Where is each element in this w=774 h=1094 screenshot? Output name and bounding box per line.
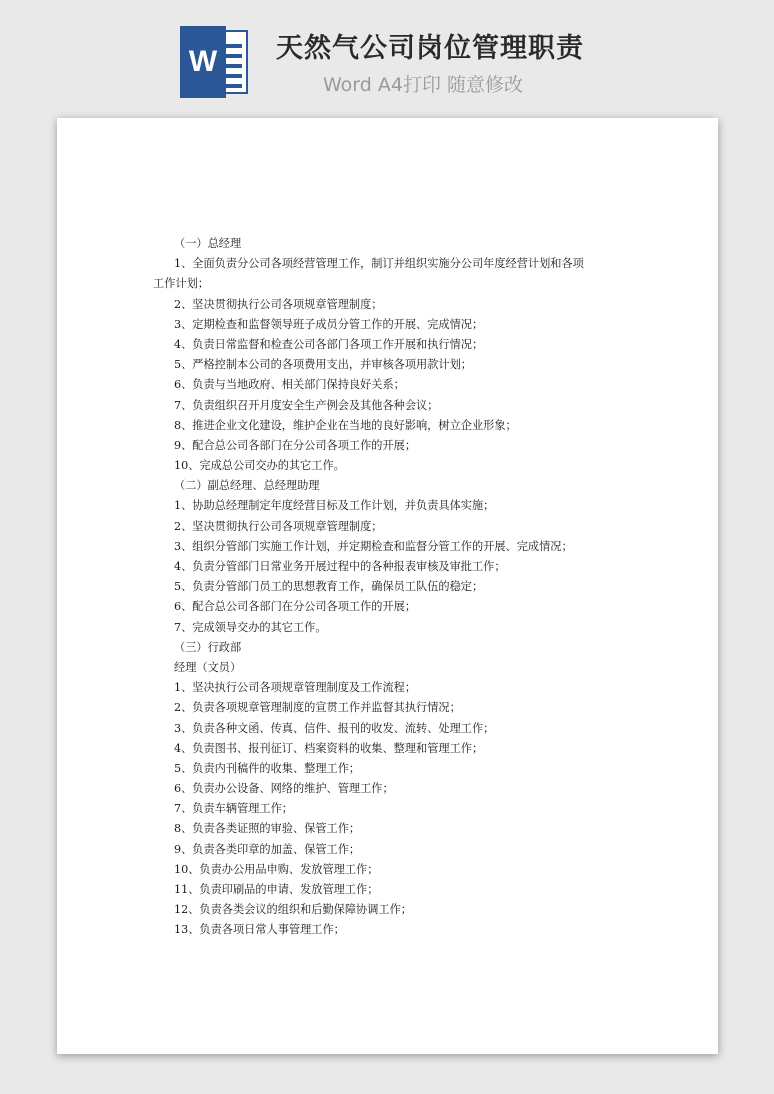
text-line: 2、坚决贯彻执行公司各项规章管理制度； — [174, 297, 383, 311]
text-line: 7、负责组织召开月度安全生产例会及其他各种会议； — [174, 398, 439, 412]
section-heading: （三）行政部 — [174, 640, 242, 654]
text-line: 13、负责各项日常人事管理工作； — [174, 923, 345, 937]
document-body — [57, 234, 718, 941]
text-line: 6、负责办公设备、网络的维护、管理工作； — [174, 782, 394, 796]
text-line: 8、负责各类证照的审验、保管工作； — [174, 822, 361, 836]
text-line: 10、负责办公用品申购、发放管理工作； — [174, 862, 379, 876]
text-line: 4、负责分管部门日常业务开展过程中的各种报表审核及审批工作； — [174, 560, 506, 573]
document-page — [57, 118, 718, 1054]
text-line: 9、负责各类印章的加盖、保管工作； — [174, 842, 361, 856]
text-line: 6、配合总公司各部门在分公司各项工作的开展； — [174, 600, 417, 614]
word-document-icon — [180, 26, 250, 98]
section-heading: （一）总经理 — [174, 237, 242, 250]
text-line: 5、负责分管部门员工的思想教育工作，确保员工队伍的稳定； — [174, 580, 484, 594]
text-line: 9、配合总公司各部门在分公司各项工作的开展； — [174, 438, 417, 452]
subsection-heading: 经理（文员） — [174, 660, 242, 674]
text-line: 1、坚决执行公司各项规章管理制度及工作流程； — [174, 681, 417, 695]
text-line: 1、协助总经理制定年度经营目标及工作计划，并负责具体实施； — [174, 499, 495, 513]
text-line: 工作计划； — [153, 277, 209, 291]
text-line: 7、完成领导交办的其它工作。 — [174, 620, 327, 634]
section-heading: （二）副总经理、总经理助理 — [174, 479, 320, 493]
text-line: 3、负责各种文函、传真、信件、报刊的收发、流转、处理工作； — [174, 721, 495, 735]
text-line: 6、负责与当地政府、相关部门保持良好关系； — [174, 378, 405, 392]
document-subtitle: Word A4打印 随意修改 — [323, 74, 524, 96]
document-header — [0, 0, 774, 118]
text-line: 10、完成总公司交办的其它工作。 — [174, 459, 345, 473]
text-line: 2、坚决贯彻执行公司各项规章管理制度； — [174, 519, 383, 533]
text-line: 11、负责印刷品的申请、发放管理工作； — [174, 883, 379, 896]
text-line: 4、负责图书、报刊征订、档案资料的收集、整理和管理工作； — [174, 741, 484, 755]
text-line: 5、严格控制本公司的各项费用支出，并审核各项用款计划； — [174, 358, 472, 372]
text-line: 12、负责各类会议的组织和后勤保障协调工作； — [174, 903, 412, 917]
text-line: 2、负责各项规章管理制度的宣贯工作并监督其执行情况； — [174, 701, 461, 715]
text-line: 4、负责日常监督和检查公司各部门各项工作开展和执行情况； — [174, 337, 484, 351]
text-line: 1、全面负责分公司各项经营管理工作，制订并组织实施分公司年度经营计划和各项 — [174, 257, 584, 271]
text-line: 8、推进企业文化建设，维护企业在当地的良好影响，树立企业形象； — [174, 418, 517, 432]
word-icon-letter: W — [180, 26, 226, 98]
text-line: 5、负责内刊稿件的收集、整理工作； — [174, 761, 361, 775]
text-line: 3、组织分管部门实施工作计划，并定期检查和监督分管工作的开展、完成情况； — [174, 539, 573, 553]
document-title: 天然气公司岗位管理职责 — [276, 33, 584, 64]
text-line: 3、定期检查和监督领导班子成员分管工作的开展、完成情况； — [174, 317, 484, 331]
text-line: 7、负责车辆管理工作； — [174, 802, 293, 816]
